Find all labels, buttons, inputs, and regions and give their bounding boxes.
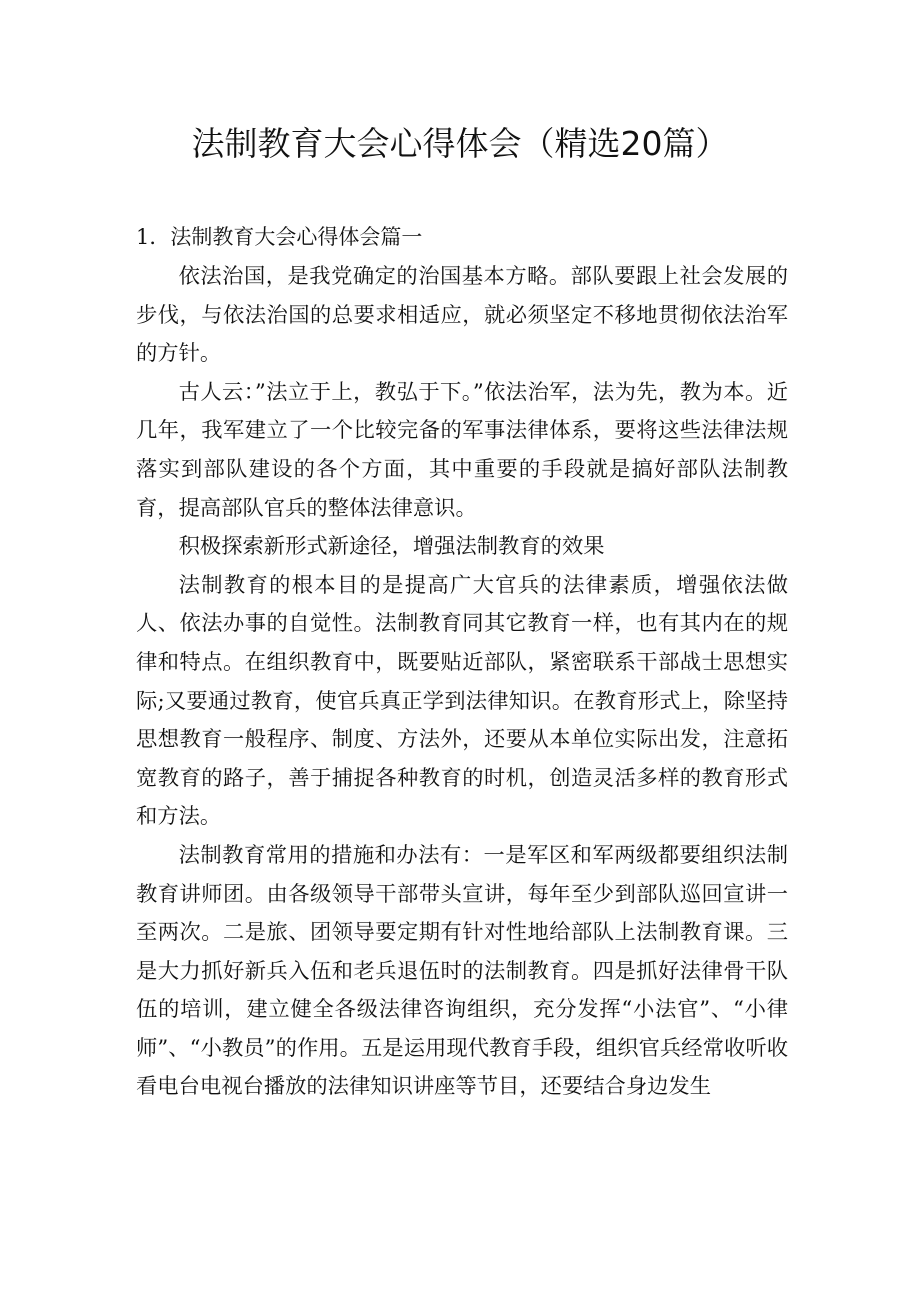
paragraph: 古人云：”法立于上，教弘于下。”依法治军，法为先，教为本。近几年，我军建立了一个比较完备的军事法律体系，要将这些法律法规落实到部队建设的各个方面，其中重要的手段就是搞好部队法制教育，提高部队官兵的整体法律意识。 bbox=[136, 379, 788, 521]
paragraph: 法制教育常用的措施和办法有：一是军区和军两级都要组织法制教育讲师团。由各级领导干部带头宣讲，每年至少到部队巡回宣讲一至两次。二是旅、团领导要定期有针对性地给部队上法制教育课。三是大力抓好新兵入伍和老兵退伍时的法制教育。四是抓好法律骨干队伍的培训，建立健全各级法律咨询组织，充分发挥“小法官”、“小律师”、“小教员”的作用。五是运用现代教育手段，组织官兵经常收听收看电台电视台播放的法律知识讲座等节目，还要结合身边发生 bbox=[136, 842, 788, 1100]
paragraph: 依法治国，是我党确定的治国基本方略。部队要跟上社会发展的步伐，与依法治国的总要求相适应，就必须坚定不移地贯彻依法治军的方针。 bbox=[136, 264, 788, 367]
document-title: 法制教育大会心得体会（精选20篇） bbox=[191, 124, 729, 163]
paragraph: 法制教育的根本目的是提高广大官兵的法律素质，增强依法做人、依法办事的自觉性。法制教育同其它教育一样，也有其内在的规律和特点。在组织教育中，既要贴近部队，紧密联系干部战士思想实际;又要通过教育，使官兵真正学到法律知识。在教育形式上，除坚持思想教育一般程序、制度、方法外，还要从本单位实际出发，注意拓宽教育的路子，善于捕捉各种教育的时机，创造灵活多样的教育形式和方法。 bbox=[136, 572, 788, 830]
document-body bbox=[136, 258, 788, 1107]
paragraph: 积极探索新形式新途径，增强法制教育的效果 bbox=[178, 534, 605, 560]
section-heading: 1．法制教育大会心得体会篇一 bbox=[136, 225, 423, 249]
